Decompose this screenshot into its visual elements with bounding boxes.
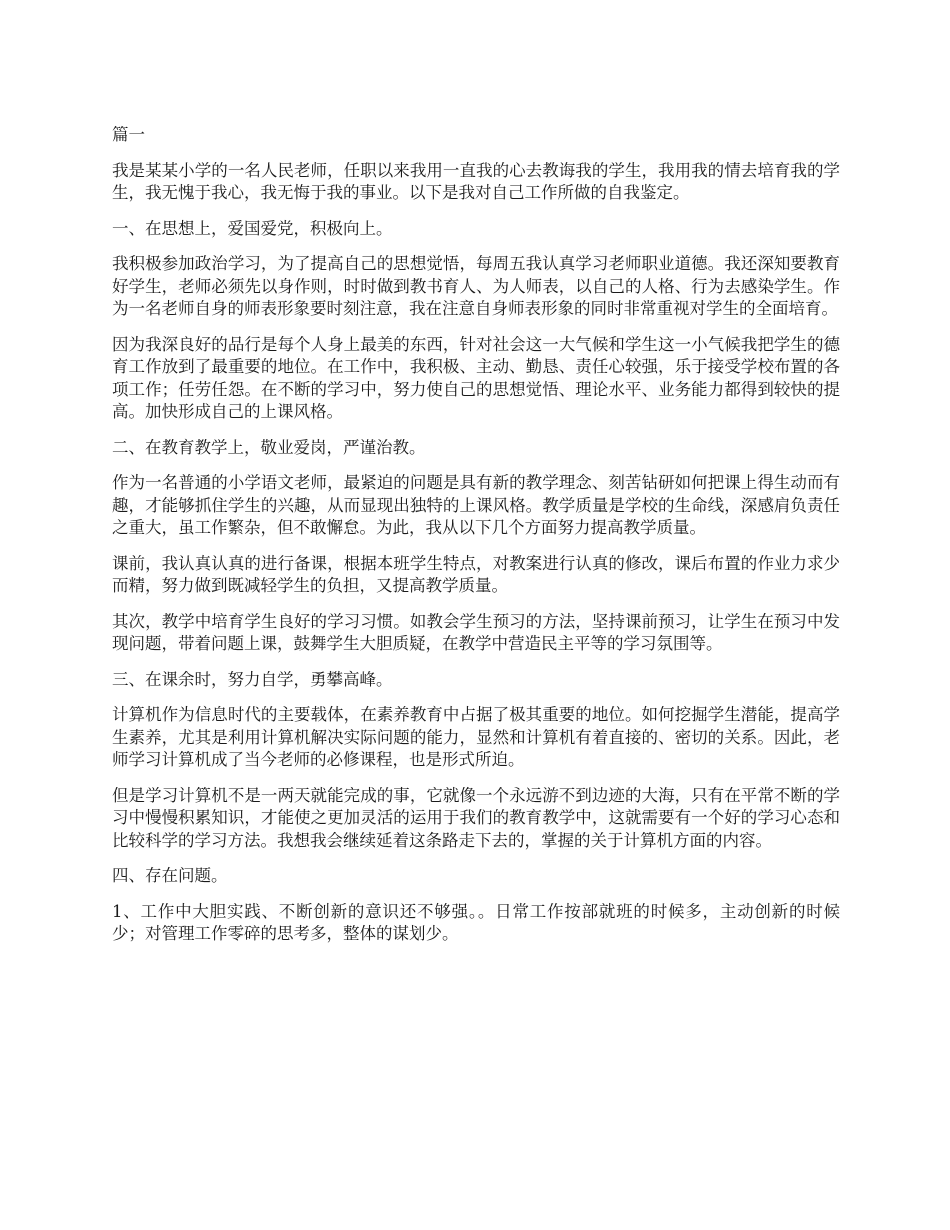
paragraph-political-study: 我积极参加政治学习，为了提高自己的思想觉悟，每周五我认真学习老师职业道德。我还深知要教育好学生，老师必须先以身作则，时时做到教书育人、为人师表，以自己的人格、行为去感染学生。作为一名老师自身的师表形象要时刻注意，我在注意自身师表形象的同时非常重视对学生的全面培育。 [112,254,840,318]
paragraph-problem-1: 1、工作中大胆实践、不断创新的意识还不够强。。日常工作按部就班的时候多，主动创新的时候少；对管理工作零碎的思考多，整体的谋划少。 [112,901,840,943]
paragraph-study-habits: 其次，教学中培育学生良好的学习习惯。如教会学生预习的方法，坚持课前预习，让学生在预习中发现问题，带着问题上课，鼓舞学生大胆质疑，在教学中营造民主平等的学习氛围等。 [112,611,840,653]
intro-paragraph: 我是某某小学的一名人民老师，任职以来我用一直我的心去教诲我的学生，我用我的情去培育我的学生，我无愧于我心，我无悔于我的事业。以下是我对自己工作所做的自我鉴定。 [112,160,840,202]
paragraph-computer-learning: 但是学习计算机不是一两天就能完成的事，它就像一个永远游不到边迹的大海，只有在平常不断的学习中慢慢积累知识，才能使之更加灵活的运用于我们的教育教学中，这就需要有一个好的学习心态和比较科学的学习方法。我想我会继续延着这条路走下去的，掌握的关于计算机方面的内容。 [112,785,840,850]
paragraph-computer-importance: 计算机作为信息时代的主要载体，在素养教育中占据了极其重要的地位。如何挖掘学生潜能，提高学生素养，尤其是利用计算机解决实际问题的能力，显然和计算机有着直接的、密切的关系。因此，老师学习计算机成了当今老师的必修课程，也是形式所迫。 [112,705,840,769]
section-label: 篇一 [112,125,145,144]
heading-ideology: 一、在思想上，爱国爱党，积极向上。 [112,218,393,238]
heading-self-study: 三、在课余时，努力自学，勇攀高峰。 [112,669,393,689]
paragraph-lesson-prep: 课前，我认真认真的进行备课，根据本班学生特点，对教案进行认真的修改，课后布置的作业力求少而精，努力做到既减轻学生的负担，又提高教学质量。 [112,553,840,595]
document-body [112,124,840,959]
paragraph-moral-education: 因为我深良好的品行是每个人身上最美的东西，针对社会这一大气候和学生这一小气候我把学生的德育工作放到了最重要的地位。在工作中，我积极、主动、勤恳、责任心较强，乐于接受学校布置的各项工作；任劳任怨。在不断的学习中，努力使自己的思想觉悟、理论水平、业务能力都得到较快的提高。加快形成自己的上课风格。 [112,334,840,421]
heading-problems: 四、存在问题。 [112,866,228,885]
heading-teaching: 二、在教育教学上，敬业爱岗，严谨治教。 [112,437,426,457]
paragraph-teaching-quality: 作为一名普通的小学语文老师，最紧迫的问题是具有新的教学理念、刻苦钻研如何把课上得生动而有趣，才能够抓住学生的兴趣，从而显现出独特的上课风格。教学质量是学校的生命线，深感肩负责任之重大，虽工作繁杂，但不敢懈怠。为此，我从以下几个方面努力提高教学质量。 [112,473,840,537]
